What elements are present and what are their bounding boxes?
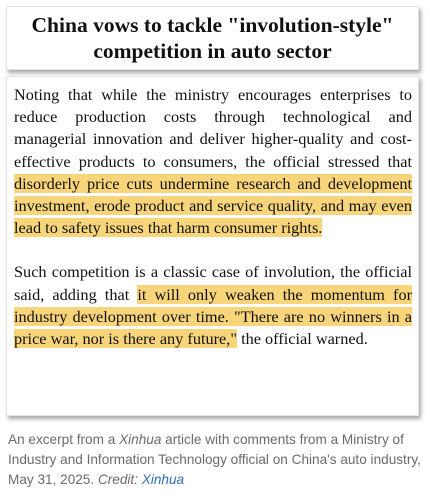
caption-credit-label: Credit: — [97, 472, 142, 487]
paragraph-2-highlight: it will only weaken the momentum for industry development over time. "There are no winners in a price war, nor is there any future," — [14, 284, 413, 349]
paragraph-2-text: Such competition is a classic case of involution, the official said, adding that — [14, 262, 412, 304]
caption-prefix: An excerpt from a — [8, 432, 120, 447]
caption-middle: article with comments from a Ministry of Industry and Information Technology official on China's auto industry, May 31, 2025. — [8, 432, 421, 487]
image-caption — [8, 430, 422, 490]
paragraph-2-outro: the official warned. — [237, 329, 368, 349]
headline-card — [6, 6, 419, 70]
paragraph-1-highlight: disorderly price cuts undermine research and development investment, erode product and service quality, and may even lead to safety issues that harm consumer rights. — [14, 173, 412, 238]
excerpt-card — [6, 76, 419, 416]
excerpt-paragraph-1 — [14, 84, 412, 239]
paragraph-1-text: Noting that while the ministry encourages enterprises to reduce production costs through technological and managerial innovation and deliver higher-quality and cost-effective products to consumers, the official stressed that — [14, 85, 412, 171]
excerpt-paragraph-2 — [14, 261, 412, 350]
headline — [28, 12, 398, 64]
caption-source-name: Xinhua — [119, 432, 162, 447]
caption-credit-link[interactable]: Xinhua — [141, 472, 185, 487]
headline-line-2: competition in auto sector — [93, 39, 332, 63]
headline-line-1: China vows to tackle "involution-style" — [31, 13, 394, 37]
